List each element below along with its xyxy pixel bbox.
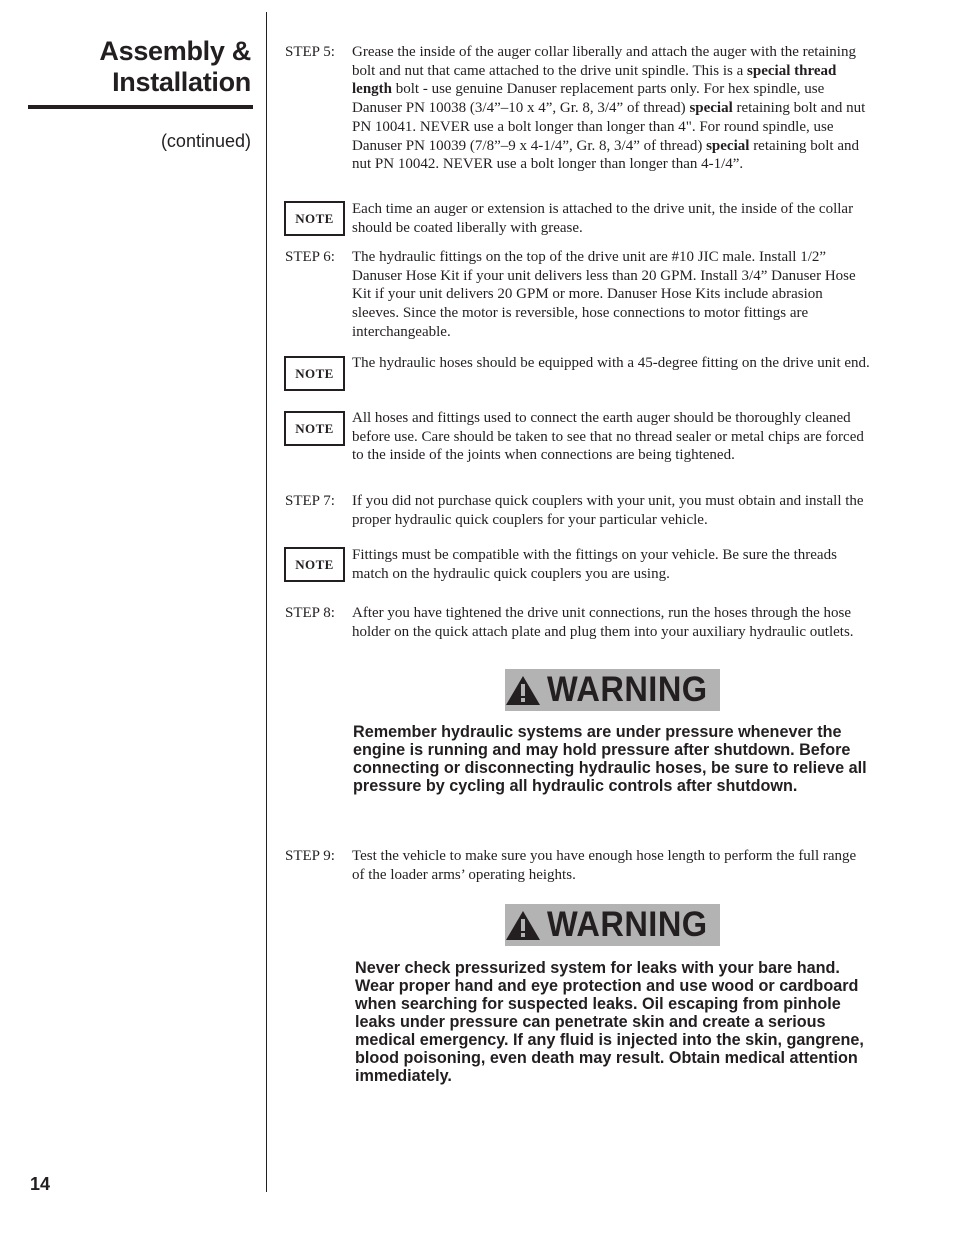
note-badge: NOTE — [284, 411, 345, 446]
page-number: 14 — [30, 1174, 51, 1194]
step8-text: After you have tightened the drive unit connections, run the hoses through the hose holder on the quick attach plate and plug them into your auxiliary hydraulic outlets. — [352, 605, 854, 640]
note4-text: Fittings must be compatible with the fittings on your vehicle. Be sure the threads match on the hydraulic quick couplers you are using. — [352, 547, 837, 582]
step6-label: STEP 6: — [285, 249, 335, 265]
emphasis-text: special thread length — [352, 62, 837, 98]
note-badge: NOTE — [284, 547, 345, 582]
column-divider — [266, 12, 267, 1192]
emphasis-text: special — [689, 100, 733, 117]
emphasis-text: special — [706, 137, 750, 154]
note-badge: NOTE — [284, 356, 345, 391]
section-title — [30, 36, 251, 98]
section-title-line1: Assembly & — [99, 36, 251, 66]
warning-triangle-icon — [505, 675, 541, 706]
note1-text: Each time an auger or extension is attached to the drive unit, the inside of the collar should be coated liberally with grease. — [352, 201, 854, 236]
warning2-text: Never check pressurized system for leaks with your bare hand. Wear proper hand and eye protection and use wood or cardboard when searching for suspected leaks. Oil escaping from pinhole leaks under pressure can penetrate skin and create a serious medical emergency. If any fluid is injected into the skin, gangrene, blood poisoning, even death may result. Obtain medical attention immediately. — [355, 959, 864, 1085]
step5-label: STEP 5: — [285, 44, 335, 60]
warning-banner — [505, 904, 720, 946]
step8-label: STEP 8: — [285, 605, 335, 621]
title-divider — [28, 105, 253, 109]
warning-label: WARNING — [547, 905, 708, 944]
step6-text: The hydraulic fittings on the top of the drive unit are #10 JIC male. Install 1/2” Danuser Hose Kit if your unit delivers less than 20 GPM. Install 3/4” Danuser Hose Kit if your unit delivers 20 GPM or more. Danuser Hose Kits include abrasion sleeves. Since the motor is reversible, hose connections to motor fittings are interchangeable. — [352, 249, 856, 340]
warning-label: WARNING — [547, 670, 708, 709]
step9-label: STEP 9: — [285, 848, 335, 864]
warning-triangle-icon — [505, 910, 541, 941]
step5-text: Grease the inside of the auger collar liberally and attach the auger with the retaining bolt and nut that came attached to the drive unit spindle. This is a special thread length bolt - use genuine Danuser replacement parts only. For hex spindle, use Danuser PN 10038 (3/4”–10 x 4”, Gr. 8, 3/4” of thread) special retaining bolt and nut PN 10041. NEVER use a bolt longer than longer than 4". For round spindle, use Danuser PN 10039 (7/8”–9 x 4-1/4”, Gr. 8, 3/4” of thread) special retaining bolt and nut PN 10042. NEVER use a bolt longer than longer than 4-1/4”. — [352, 44, 866, 173]
warning-banner — [505, 669, 720, 711]
note2-text: The hydraulic hoses should be equipped with a 45-degree fitting on the drive unit end. — [352, 355, 870, 371]
note-badge: NOTE — [284, 201, 345, 236]
warning1-text: Remember hydraulic systems are under pressure whenever the engine is running and may hold pressure after shutdown. Before connecting or disconnecting hydraulic hoses, be sure to relieve all pressure by cycling all hydraulic controls after shutdown. — [353, 723, 867, 795]
step7-text: If you did not purchase quick couplers with your unit, you must obtain and install the proper hydraulic quick couplers for your particular vehicle. — [352, 493, 864, 528]
section-title-line2: Installation — [112, 67, 251, 97]
step7-label: STEP 7: — [285, 493, 335, 509]
continued-label: (continued) — [160, 131, 251, 151]
step9-text: Test the vehicle to make sure you have enough hose length to perform the full range of the loader arms’ operating heights. — [352, 848, 857, 883]
note3-text: All hoses and fittings used to connect the earth auger should be thoroughly cleaned before use. Care should be taken to see that no thread sealer or metal chips are forced to the inside of the joints when connections are being tightened. — [352, 410, 864, 464]
